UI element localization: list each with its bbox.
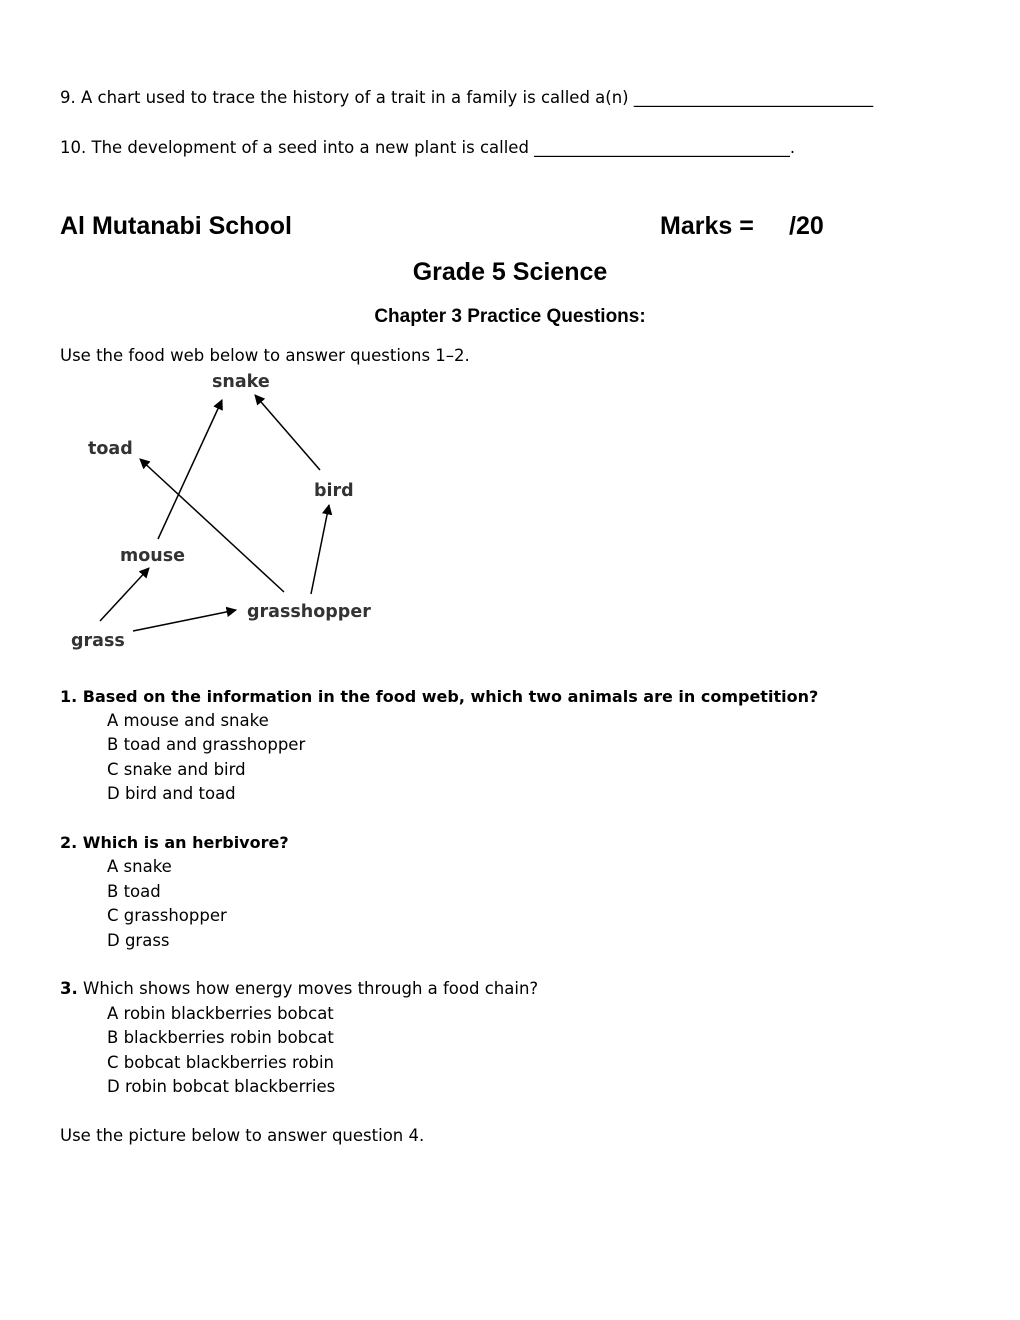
- marks-total: /20: [789, 212, 824, 240]
- question-prompt: Based on the information in the food web, which two animals are in competition?: [82, 687, 819, 706]
- arrow-grass-to-grasshopper: [133, 610, 236, 631]
- arrow-bird-to-snake: [255, 395, 320, 470]
- option-d: D grass: [107, 931, 170, 950]
- option-c: C snake and bird: [107, 760, 246, 779]
- question-10: 10. The development of a seed into a new plant is called _______________________________.: [60, 138, 796, 157]
- organism-bird: bird: [314, 481, 354, 501]
- subject-title: Grade 5 Science: [412, 258, 608, 286]
- arrow-grasshopper-to-toad: [140, 459, 284, 592]
- question-prompt: Which shows how energy moves through a food chain?: [83, 979, 539, 998]
- option-c: C grasshopper: [107, 906, 227, 925]
- option-d: D robin bobcat blackberries: [107, 1077, 336, 1096]
- organism-grass: grass: [71, 631, 125, 651]
- arrow-mouse-to-snake: [158, 400, 222, 539]
- organism-grasshopper: grasshopper: [247, 602, 371, 622]
- question-9: 9. A chart used to trace the history of a trait in a family is called a(n) _____________________________: [60, 88, 874, 107]
- option-c: C bobcat blackberries robin: [107, 1053, 335, 1072]
- picture-intro: Use the picture below to answer question 4.: [60, 1126, 425, 1145]
- organism-mouse: mouse: [120, 546, 186, 566]
- option-b: B toad and grasshopper: [107, 735, 306, 754]
- arrow-grasshopper-to-bird: [311, 505, 329, 594]
- option-a: A robin blackberries bobcat: [107, 1004, 334, 1023]
- school-name: Al Mutanabi School: [60, 212, 292, 240]
- chapter-title: Chapter 3 Practice Questions:: [374, 306, 646, 327]
- question-number: 1.: [60, 687, 78, 706]
- option-a: A snake: [107, 857, 172, 876]
- option-b: B blackberries robin bobcat: [107, 1028, 334, 1047]
- question-2: [60, 833, 289, 852]
- option-a: A mouse and snake: [107, 711, 269, 730]
- question-3: [60, 979, 538, 998]
- arrow-grass-to-mouse: [100, 568, 149, 621]
- option-b: B toad: [107, 882, 161, 901]
- question-prompt: Which is an herbivore?: [82, 833, 289, 852]
- organism-toad: toad: [88, 439, 133, 459]
- marks-label: Marks =: [660, 212, 754, 240]
- food-web-intro: Use the food web below to answer questions 1–2.: [60, 346, 470, 365]
- food-web-diagram: [0, 0, 420, 680]
- option-d: D bird and toad: [107, 784, 236, 803]
- question-number: 3.: [60, 979, 78, 998]
- question-number: 2.: [60, 833, 78, 852]
- organism-snake: snake: [212, 372, 270, 392]
- question-1: [60, 687, 818, 706]
